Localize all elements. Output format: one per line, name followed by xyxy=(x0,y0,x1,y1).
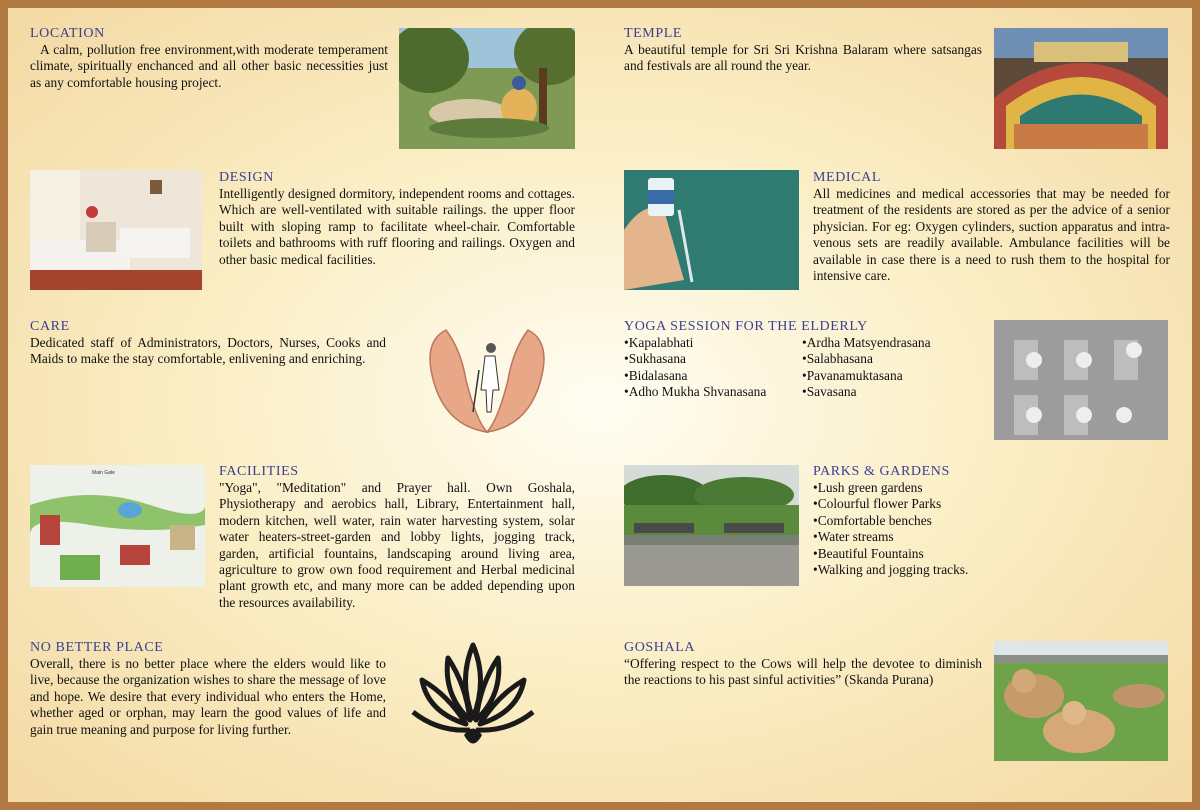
temple-text: A beautiful temple for Sri Sri Krishna Balaram where satsangas and festivals are all round the year. xyxy=(624,42,982,74)
goshala-section xyxy=(624,640,982,689)
parks-section xyxy=(813,464,1170,578)
facilities-heading: FACILITIES xyxy=(219,464,299,479)
temple-section xyxy=(624,26,982,75)
care-heading: CARE xyxy=(30,319,70,334)
design-heading: DESIGN xyxy=(219,170,274,185)
care-section xyxy=(30,319,386,368)
list-item: • Kapalabhati xyxy=(624,335,802,351)
temple-gopuram-image xyxy=(994,28,1168,149)
list-item: • Comfortable benches xyxy=(813,513,1170,529)
list-item: • Adho Mukha Shvanasana xyxy=(624,384,802,400)
syringe-image xyxy=(624,170,799,290)
list-item: • Salabhasana xyxy=(802,351,931,367)
krishna-painting-image xyxy=(399,28,575,149)
yoga-list-left xyxy=(624,335,802,401)
goshala-heading: GOSHALA xyxy=(624,640,696,655)
parks-list xyxy=(813,480,1170,578)
medical-text: All medicines and medical accessories that may be needed for treatment of the residents are stored as per the advice of a senior physician. For eg: Oxygen cylinders, suction apparatus and intra-venous sets are readily available. Ambulance facilities will be available in case there is a need to rush them to the hospital for intensive care. xyxy=(813,186,1170,284)
medical-section xyxy=(813,170,1170,284)
no-better-place-heading: NO BETTER PLACE xyxy=(30,640,164,655)
lotus-icon xyxy=(408,640,538,755)
yoga-heading: YOGA SESSION FOR THE ELDERLY xyxy=(624,319,868,334)
list-item: • Pavanamuktasana xyxy=(802,368,931,384)
park-benches-image xyxy=(624,465,799,586)
parks-heading: PARKS & GARDENS xyxy=(813,464,950,479)
facilities-section xyxy=(219,464,575,611)
list-item: • Sukhasana xyxy=(624,351,802,367)
cows-image xyxy=(994,641,1168,761)
yoga-section xyxy=(624,319,984,401)
medical-heading: MEDICAL xyxy=(813,170,881,185)
list-item: • Walking and jogging tracks. xyxy=(813,562,1170,578)
campus-map-image xyxy=(30,465,205,587)
location-text: A calm, pollution free environment,with moderate temperament climate, spiritually enchanced and all other basic necessities just as any comfortable housing project. xyxy=(30,42,388,90)
yoga-list-right xyxy=(802,335,931,401)
goshala-text: “Offering respect to the Cows will help the devotee to diminish the reactions to his past sinful activities” (Skanda Purana) xyxy=(624,656,982,688)
bedroom-image xyxy=(30,170,202,290)
no-better-place-section xyxy=(30,640,386,738)
list-item: • Lush green gardens xyxy=(813,480,1170,496)
caring-hands-image xyxy=(421,320,553,440)
list-item: • Colourful flower Parks xyxy=(813,496,1170,512)
care-text: Dedicated staff of Administrators, Doctors, Nurses, Cooks and Maids to make the stay comfortable, enlivening and enriching. xyxy=(30,335,386,367)
list-item: • Bidalasana xyxy=(624,368,802,384)
design-section xyxy=(219,170,575,268)
location-heading: LOCATION xyxy=(30,26,105,41)
yoga-class-image xyxy=(994,320,1168,440)
location-section xyxy=(30,26,388,91)
temple-heading: TEMPLE xyxy=(624,26,683,41)
design-text: Intelligently designed dormitory, independent rooms and cottages. Which are well-ventilated with suitable railings. the upper floor built with sloping ramp to facilitate wheel-chair. Comfortable toilets and bathrooms with ruff flooring and railings. Oxygen and other basic medical facilities. xyxy=(219,186,575,267)
map-gate-label: Main Gate xyxy=(92,470,116,476)
list-item: • Water streams xyxy=(813,529,1170,545)
no-better-place-text: Overall, there is no better place where the elders would like to live, because the organization wishes to share the message of love and hope. We desire that every individual who enters the Home, whether aged or orphan, may learn the good values of life and gain true meaning and purpose for living further. xyxy=(30,656,386,737)
facilities-text: "Yoga", "Meditation" and Prayer hall. Own Goshala, Physiotherapy and aerobics hall, Library, Entertainment hall, modern kitchen, well water, rain water harvesting system, solar water heaters-street-garden and lobby lights, jogging track, garden, artificial fountains, landscaping around living area, agriculture to grow own food requirement and Herbal medicinal plant growth etc, and many more can be added depending upon the resources availability. xyxy=(219,480,575,610)
list-item: • Savasana xyxy=(802,384,931,400)
list-item: • Beautiful Fountains xyxy=(813,546,1170,562)
list-item: • Ardha Matsyendrasana xyxy=(802,335,931,351)
